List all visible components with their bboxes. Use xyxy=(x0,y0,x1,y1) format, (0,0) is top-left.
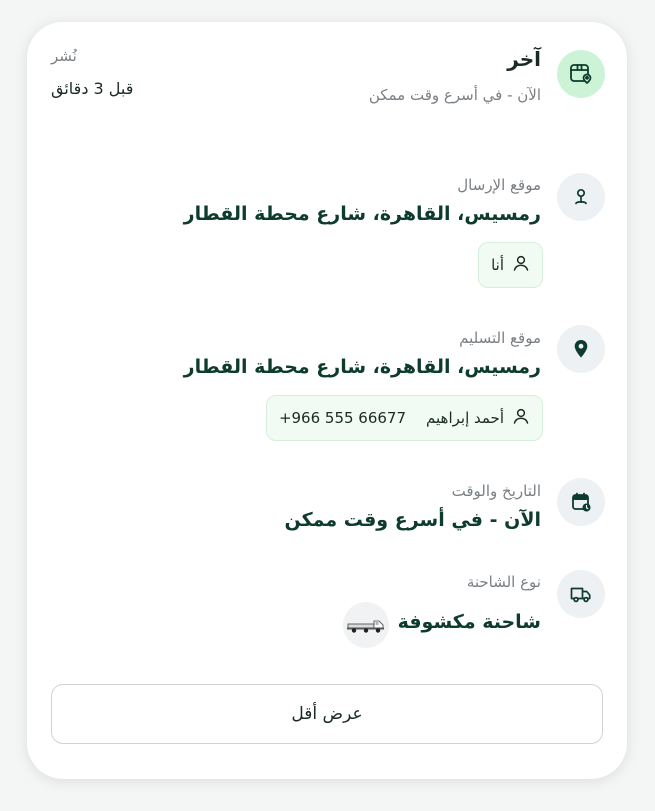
pickup-label: موقع الإرسال xyxy=(457,176,541,194)
delivery-label: موقع التسليم xyxy=(459,329,541,347)
published-time: قبل 3 دقائق xyxy=(51,79,134,98)
shipment-card xyxy=(27,22,627,779)
truck-value: شاحنة مكشوفة xyxy=(397,611,541,633)
delivery-address: رمسيس، القاهرة، شارع محطة القطار xyxy=(183,356,541,378)
delivery-contact-chip[interactable] xyxy=(266,395,543,441)
truck-label: نوع الشاحنة xyxy=(466,573,541,591)
pickup-contact-name: أنا xyxy=(491,256,504,274)
show-less-button[interactable]: عرض أقل xyxy=(51,684,603,744)
datetime-label: التاريخ والوقت xyxy=(451,482,541,500)
request-title: آخر xyxy=(507,47,541,71)
package-location-icon xyxy=(557,50,605,98)
flatbed-truck-icon xyxy=(343,602,389,648)
pickup-contact-chip[interactable] xyxy=(478,242,543,288)
delivery-contact-name: أحمد إبراهيم xyxy=(426,409,504,427)
datetime-value: الآن - في أسرع وقت ممكن xyxy=(284,509,541,531)
published-label: نُشر xyxy=(51,47,77,65)
user-icon xyxy=(512,407,530,429)
pickup-address: رمسيس، القاهرة، شارع محطة القطار xyxy=(183,203,541,225)
pickup-pin-icon xyxy=(557,173,605,221)
truck-icon xyxy=(557,570,605,618)
delivery-pin-icon xyxy=(557,325,605,373)
request-subtitle: الآن - في أسرع وقت ممكن xyxy=(368,86,541,104)
user-icon xyxy=(512,254,530,276)
delivery-contact-phone: +966 555 66677 xyxy=(278,409,407,427)
calendar-icon xyxy=(557,478,605,526)
